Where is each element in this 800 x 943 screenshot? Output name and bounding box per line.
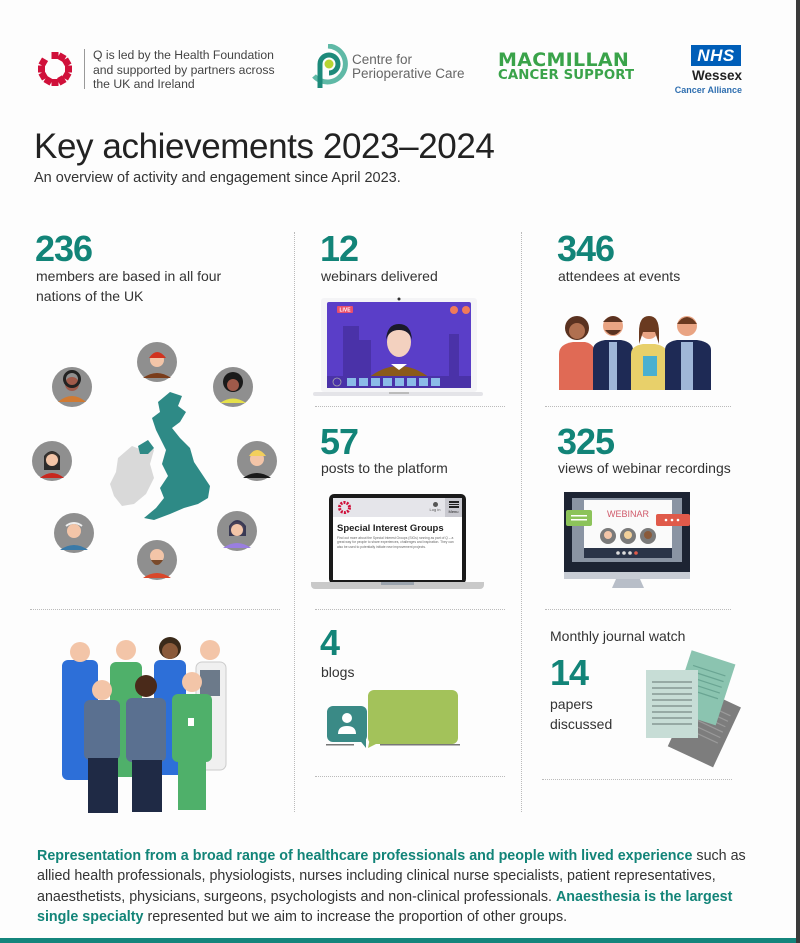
- posts-label: posts to the platform: [321, 460, 448, 476]
- journal-watch-heading: Monthly journal watch: [550, 628, 686, 644]
- great-britain-shape: [144, 392, 210, 520]
- attendees-label: attendees at events: [558, 268, 681, 284]
- summary-highlight: Anaesthesia is the largest single specialty: [37, 888, 733, 925]
- q-text-line: the UK and Ireland: [93, 77, 195, 91]
- column-divider: [294, 232, 295, 812]
- menu-label: Menu: [448, 508, 459, 514]
- section-divider: [542, 779, 732, 780]
- nhs-logo-badge: NHS: [691, 45, 741, 66]
- summary-text: such as allied health professionals, physiologists, nurses including clinical nurse specialists, patient representatives, anaesthetists, physicians, surgeons, psychologists and non-clinical professionals.: [37, 848, 746, 905]
- macmillan-tagline: CANCER SUPPORT: [498, 68, 635, 83]
- recordings-count: 325: [557, 421, 615, 462]
- section-divider: [315, 609, 505, 610]
- blogs-label: blogs: [321, 664, 355, 680]
- uk-map-illustration: [30, 338, 290, 588]
- cpc-text-line: Centre for: [352, 52, 413, 67]
- healthcare-workers-illustration: [50, 630, 240, 815]
- screen-body: Find out more about the Special Interest Groups (SIGs) running as part of Q – a great way for people to share experiences, challenges and inspiration. They can also be used to potentially initiate new improvement projects.: [337, 536, 454, 549]
- login-button[interactable]: [426, 500, 444, 517]
- column-divider: [521, 232, 522, 812]
- svg-text:WEBINAR: WEBINAR: [606, 509, 650, 519]
- recordings-label: views of webinar recordings: [558, 460, 731, 476]
- members-label-line: members are based in all four: [36, 268, 222, 284]
- webinar-monitor-illustration: [562, 492, 697, 588]
- q-site-logo-icon: [337, 500, 352, 515]
- papers-label-line: papers: [550, 696, 593, 712]
- viewer-edge: [796, 0, 800, 943]
- avatar-group: [32, 342, 277, 580]
- svg-text:LIVE: LIVE: [339, 307, 351, 314]
- cpc-logo-text: [352, 53, 465, 81]
- attendees-group-illustration: [555, 310, 720, 390]
- laptop-screen: [333, 498, 462, 580]
- macmillan-logo: [498, 49, 635, 84]
- logo-divider: [84, 49, 85, 89]
- papers-stack-icon: [642, 650, 742, 770]
- platform-laptop-illustration: [311, 494, 486, 594]
- summary-text: represented but we aim to increase the proportion of other groups.: [143, 908, 568, 925]
- webinars-count: 12: [320, 228, 359, 269]
- blogs-count: 4: [320, 622, 340, 663]
- cpc-text-line: Perioperative Care: [352, 66, 465, 81]
- q-logo-icon: [36, 50, 74, 88]
- papers-label-line: discussed: [550, 716, 613, 732]
- site-header: [333, 498, 462, 517]
- webinars-label: webinars delivered: [321, 268, 438, 284]
- section-divider: [545, 406, 731, 407]
- members-label: [36, 266, 221, 306]
- papers-count: 14: [550, 652, 589, 693]
- page-title: Key achievements 2023–2024: [34, 127, 495, 166]
- nhs-alliance-label: Cancer Alliance: [674, 85, 742, 95]
- papers-label: [550, 694, 612, 734]
- members-label-line: nations of the UK: [36, 288, 144, 304]
- page-subtitle: An overview of activity and engagement since April 2023.: [34, 170, 401, 186]
- representation-summary: [37, 846, 757, 927]
- q-text-line: Q is led by the Health Foundation: [93, 48, 274, 62]
- section-divider: [315, 406, 505, 407]
- centre-perioperative-care-logo-icon: [308, 44, 348, 90]
- attendees-count: 346: [557, 228, 615, 269]
- q-partner-text: [93, 48, 333, 92]
- login-label: Log in: [429, 507, 441, 512]
- section-divider: [545, 609, 731, 610]
- screen-title: Special Interest Groups: [337, 523, 444, 534]
- section-divider: [30, 609, 280, 610]
- summary-highlight: Representation from a broad range of healthcare professionals and people with lived experience: [37, 848, 693, 864]
- q-text-line: and supported by partners across: [93, 62, 275, 77]
- webinar-laptop-illustration: [313, 296, 483, 400]
- menu-button[interactable]: [445, 498, 462, 517]
- posts-count: 57: [320, 421, 359, 462]
- footer-accent-bar: [0, 938, 796, 943]
- blog-speech-bubbles-icon: [326, 688, 461, 750]
- members-count: 236: [35, 228, 93, 269]
- macmillan-wordmark: MACMILLAN: [498, 49, 630, 71]
- nhs-region-label: Wessex: [691, 68, 742, 83]
- section-divider: [315, 776, 505, 777]
